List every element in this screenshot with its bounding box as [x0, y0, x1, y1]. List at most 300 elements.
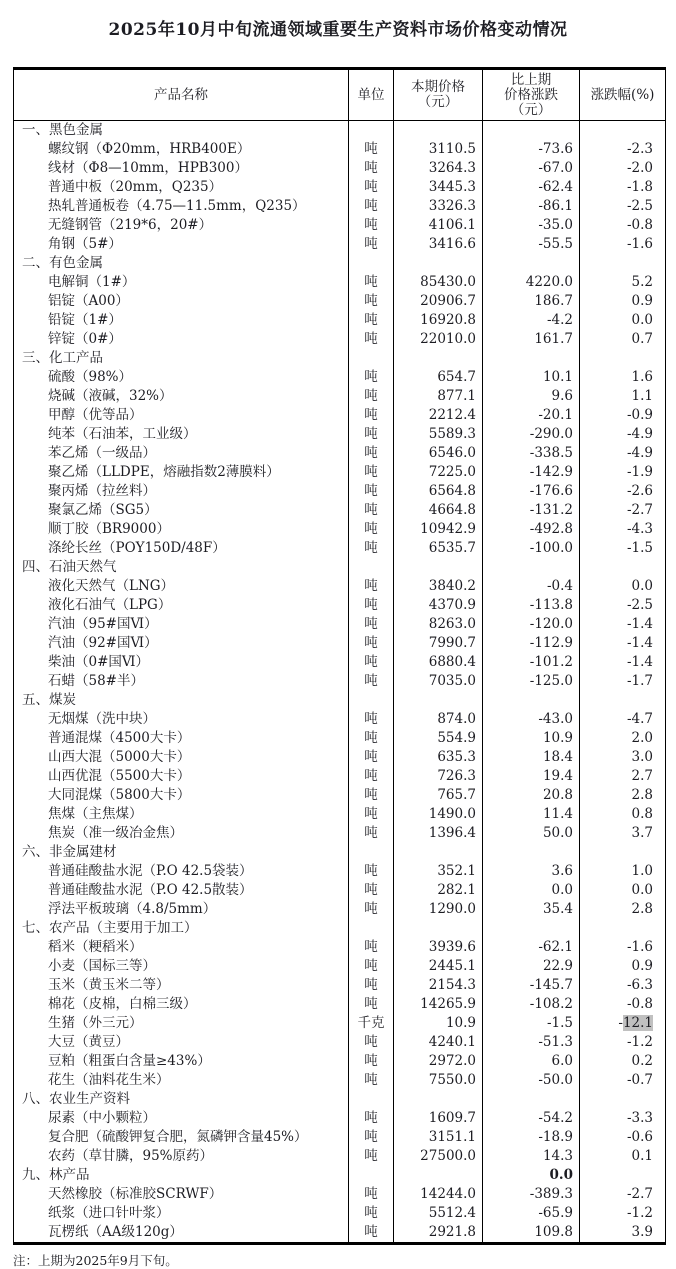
table-row: [14, 140, 666, 159]
pct-cell: -1.9: [580, 463, 666, 482]
table-row: [14, 501, 666, 520]
table-row: [14, 1014, 666, 1033]
price-cell: 10.9: [394, 1014, 483, 1033]
unit-cell: [349, 349, 394, 368]
product-name-cell: 稻米（粳稻米）: [14, 938, 349, 957]
unit-cell: 吨: [349, 1204, 394, 1223]
table-body: [14, 121, 666, 1244]
section-row: [14, 121, 666, 141]
pct-cell: -4.9: [580, 425, 666, 444]
change-cell: -101.2: [483, 653, 580, 672]
unit-cell: 吨: [349, 596, 394, 615]
change-cell: 0.0: [483, 881, 580, 900]
price-cell: 6535.7: [394, 539, 483, 558]
unit-cell: 吨: [349, 900, 394, 919]
change-cell: -142.9: [483, 463, 580, 482]
table-row: [14, 406, 666, 425]
header-price-change: [483, 69, 580, 121]
table-row: [14, 1185, 666, 1204]
table-row: [14, 216, 666, 235]
change-cell: -113.8: [483, 596, 580, 615]
table-row: [14, 805, 666, 824]
price-cell: 5512.4: [394, 1204, 483, 1223]
price-cell: 3840.2: [394, 577, 483, 596]
unit-cell: [349, 121, 394, 141]
pct-cell: -1.8: [580, 178, 666, 197]
price-cell: [394, 121, 483, 141]
unit-cell: 吨: [349, 615, 394, 634]
pct-cell: 0.8: [580, 805, 666, 824]
header-current-price: [394, 69, 483, 121]
product-name-cell: 角钢（5#）: [14, 235, 349, 254]
table-row: [14, 957, 666, 976]
unit-cell: 吨: [349, 1052, 394, 1071]
unit-cell: 吨: [349, 710, 394, 729]
section-label: 二、有色金属: [14, 254, 349, 273]
product-name-cell: 花生（油料花生米）: [14, 1071, 349, 1090]
product-name-cell: 玉米（黄玉米二等）: [14, 976, 349, 995]
table-row: [14, 539, 666, 558]
change-cell: 19.4: [483, 767, 580, 786]
pct-cell: -6.3: [580, 976, 666, 995]
unit-cell: 吨: [349, 767, 394, 786]
product-name-cell: 瓦楞纸（AA级120g）: [14, 1223, 349, 1244]
product-name-cell: 汽油（92#国Ⅵ）: [14, 634, 349, 653]
change-cell: 50.0: [483, 824, 580, 843]
header-product-name-label: 产品名称: [154, 86, 208, 103]
unit-cell: 吨: [349, 1033, 394, 1052]
price-cell: 2972.0: [394, 1052, 483, 1071]
price-cell: 7225.0: [394, 463, 483, 482]
change-cell: 186.7: [483, 292, 580, 311]
product-name-cell: 液化天然气（LNG）: [14, 577, 349, 596]
unit-cell: [349, 843, 394, 862]
product-name-cell: 无缝钢管（219*6，20#）: [14, 216, 349, 235]
pct-cell: -2.5: [580, 197, 666, 216]
price-cell: [394, 1166, 483, 1185]
price-cell: 2921.8: [394, 1223, 483, 1244]
pct-cell: 0.0: [580, 577, 666, 596]
change-cell: -65.9: [483, 1204, 580, 1223]
product-name-cell: 汽油（95#国Ⅵ）: [14, 615, 349, 634]
price-cell: 2445.1: [394, 957, 483, 976]
table-row: [14, 748, 666, 767]
change-cell: -51.3: [483, 1033, 580, 1052]
change-cell: 11.4: [483, 805, 580, 824]
price-cell: 3110.5: [394, 140, 483, 159]
unit-cell: 吨: [349, 292, 394, 311]
table-row: [14, 710, 666, 729]
price-cell: 4240.1: [394, 1033, 483, 1052]
table-row: [14, 938, 666, 957]
unit-cell: 吨: [349, 653, 394, 672]
change-cell: -20.1: [483, 406, 580, 425]
unit-cell: 吨: [349, 1128, 394, 1147]
unit-cell: 吨: [349, 444, 394, 463]
change-cell: -389.3: [483, 1185, 580, 1204]
price-cell: 7990.7: [394, 634, 483, 653]
section-label: 四、石油天然气: [14, 558, 349, 577]
unit-cell: 吨: [349, 957, 394, 976]
price-cell: 22010.0: [394, 330, 483, 349]
header-change-percent-label: 涨跌幅(%): [590, 86, 655, 103]
price-cell: 726.3: [394, 767, 483, 786]
section-label: 三、化工产品: [14, 349, 349, 368]
pct-cell: 0.0: [580, 311, 666, 330]
table-header: [14, 69, 666, 121]
change-cell: [483, 919, 580, 938]
pct-cell: -1.6: [580, 938, 666, 957]
price-cell: [394, 558, 483, 577]
change-cell: -54.2: [483, 1109, 580, 1128]
price-cell: [394, 1090, 483, 1109]
unit-cell: 吨: [349, 805, 394, 824]
header-unit-label: 单位: [357, 86, 385, 103]
change-cell: -43.0: [483, 710, 580, 729]
pct-cell: [580, 121, 666, 141]
change-cell: 0.0: [483, 1166, 580, 1185]
unit-cell: 吨: [349, 311, 394, 330]
pct-cell: -0.8: [580, 216, 666, 235]
unit-cell: 吨: [349, 273, 394, 292]
product-name-cell: 锌锭（0#）: [14, 330, 349, 349]
change-cell: [483, 349, 580, 368]
change-cell: -55.5: [483, 235, 580, 254]
section-label: 五、煤炭: [14, 691, 349, 710]
price-cell: 14265.9: [394, 995, 483, 1014]
unit-cell: 吨: [349, 501, 394, 520]
product-name-cell: 柴油（0#国Ⅵ）: [14, 653, 349, 672]
price-cell: 7035.0: [394, 672, 483, 691]
change-cell: -50.0: [483, 1071, 580, 1090]
change-cell: -145.7: [483, 976, 580, 995]
price-cell: 3326.3: [394, 197, 483, 216]
table-row: [14, 862, 666, 881]
header-current-price-line2: （元）: [417, 94, 459, 110]
change-cell: 10.1: [483, 368, 580, 387]
pct-cell: 1.1: [580, 387, 666, 406]
price-cell: [394, 919, 483, 938]
product-name-cell: 无烟煤（洗中块）: [14, 710, 349, 729]
change-cell: -131.2: [483, 501, 580, 520]
unit-cell: [349, 919, 394, 938]
product-name-cell: 普通中板（20mm，Q235）: [14, 178, 349, 197]
pct-cell: 5.2: [580, 273, 666, 292]
unit-cell: 吨: [349, 577, 394, 596]
unit-cell: 吨: [349, 368, 394, 387]
unit-cell: 千克: [349, 1014, 394, 1033]
product-name-cell: 顺丁胶（BR9000）: [14, 520, 349, 539]
product-name-cell: 焦炭（准一级冶金焦）: [14, 824, 349, 843]
change-cell: [483, 691, 580, 710]
change-cell: -100.0: [483, 539, 580, 558]
header-price-change-line2: 价格涨跌: [504, 86, 558, 103]
price-cell: 7550.0: [394, 1071, 483, 1090]
change-cell: [483, 558, 580, 577]
change-cell: -4.2: [483, 311, 580, 330]
pct-cell: 0.0: [580, 881, 666, 900]
product-name-cell: 聚丙烯（拉丝料）: [14, 482, 349, 501]
unit-cell: 吨: [349, 235, 394, 254]
pct-cell: -1.4: [580, 615, 666, 634]
product-name-cell: 电解铜（1#）: [14, 273, 349, 292]
price-cell: 3416.6: [394, 235, 483, 254]
price-cell: 85430.0: [394, 273, 483, 292]
table-row: [14, 273, 666, 292]
table-row: [14, 178, 666, 197]
price-cell: 6564.8: [394, 482, 483, 501]
product-name-cell: 焦煤（主焦煤）: [14, 805, 349, 824]
product-name-cell: 石蜡（58#半）: [14, 672, 349, 691]
pct-cell: [580, 1090, 666, 1109]
table-row: [14, 900, 666, 919]
section-label: 九、林产品: [14, 1166, 349, 1185]
price-cell: 3264.3: [394, 159, 483, 178]
product-name-cell: 生猪（外三元）: [14, 1014, 349, 1033]
product-name-cell: 苯乙烯（一级品）: [14, 444, 349, 463]
unit-cell: 吨: [349, 938, 394, 957]
price-cell: [394, 691, 483, 710]
pct-cell: -1.2: [580, 1033, 666, 1052]
table-row: [14, 729, 666, 748]
table-row: [14, 596, 666, 615]
unit-cell: 吨: [349, 672, 394, 691]
product-name-cell: 浮法平板玻璃（4.8/5mm）: [14, 900, 349, 919]
change-cell: -120.0: [483, 615, 580, 634]
table-row: [14, 577, 666, 596]
table-row: [14, 995, 666, 1014]
change-cell: -0.4: [483, 577, 580, 596]
change-cell: 4220.0: [483, 273, 580, 292]
price-cell: 8263.0: [394, 615, 483, 634]
table-row: [14, 292, 666, 311]
table-row: [14, 425, 666, 444]
product-name-cell: 天然橡胶（标准胶SCRWF）: [14, 1185, 349, 1204]
table-row: [14, 1052, 666, 1071]
product-name-cell: 聚氯乙烯（SG5）: [14, 501, 349, 520]
unit-cell: 吨: [349, 159, 394, 178]
price-cell: 4106.1: [394, 216, 483, 235]
pct-cell: 0.9: [580, 292, 666, 311]
price-table: [13, 67, 666, 1245]
unit-cell: 吨: [349, 1071, 394, 1090]
change-cell: [483, 254, 580, 273]
pct-cell: [580, 254, 666, 273]
pct-cell: -2.7: [580, 501, 666, 520]
table-row: [14, 615, 666, 634]
price-cell: 635.3: [394, 748, 483, 767]
unit-cell: 吨: [349, 406, 394, 425]
pct-cell: -4.7: [580, 710, 666, 729]
section-label: 八、农业生产资料: [14, 1090, 349, 1109]
price-cell: 2212.4: [394, 406, 483, 425]
unit-cell: [349, 558, 394, 577]
unit-cell: 吨: [349, 482, 394, 501]
pct-cell: -1.2: [580, 1204, 666, 1223]
price-cell: [394, 254, 483, 273]
pct-cell: 1.6: [580, 368, 666, 387]
section-row: [14, 691, 666, 710]
product-name-cell: 甲醇（优等品）: [14, 406, 349, 425]
unit-cell: [349, 1166, 394, 1185]
change-cell: -125.0: [483, 672, 580, 691]
price-cell: 1290.0: [394, 900, 483, 919]
change-cell: 35.4: [483, 900, 580, 919]
table-row: [14, 1071, 666, 1090]
product-name-cell: 纸浆（进口针叶浆）: [14, 1204, 349, 1223]
change-cell: -18.9: [483, 1128, 580, 1147]
change-cell: -73.6: [483, 140, 580, 159]
pct-cell: -1.5: [580, 539, 666, 558]
unit-cell: 吨: [349, 881, 394, 900]
table-row: [14, 520, 666, 539]
product-name-cell: 山西大混（5000大卡）: [14, 748, 349, 767]
table-row: [14, 634, 666, 653]
change-cell: -290.0: [483, 425, 580, 444]
unit-cell: [349, 1090, 394, 1109]
section-row: [14, 1166, 666, 1185]
price-cell: 1609.7: [394, 1109, 483, 1128]
pct-cell: -2.0: [580, 159, 666, 178]
pct-cell: 0.1: [580, 1147, 666, 1166]
product-name-cell: 小麦（国标三等）: [14, 957, 349, 976]
pct-cell: -12.1: [580, 1014, 666, 1033]
price-cell: 765.7: [394, 786, 483, 805]
product-name-cell: 普通硅酸盐水泥（P.O 42.5散装）: [14, 881, 349, 900]
pct-cell: -4.9: [580, 444, 666, 463]
pct-cell: 2.0: [580, 729, 666, 748]
table-row: [14, 1033, 666, 1052]
unit-cell: 吨: [349, 1109, 394, 1128]
pct-cell: 0.9: [580, 957, 666, 976]
pct-cell: 2.8: [580, 786, 666, 805]
pct-cell: -2.7: [580, 1185, 666, 1204]
table-row: [14, 197, 666, 216]
price-cell: 3151.1: [394, 1128, 483, 1147]
unit-cell: 吨: [349, 520, 394, 539]
price-cell: [394, 349, 483, 368]
unit-cell: 吨: [349, 387, 394, 406]
pct-cell: 3.7: [580, 824, 666, 843]
pct-cell: [580, 919, 666, 938]
pct-cell: 2.8: [580, 900, 666, 919]
change-cell: [483, 1090, 580, 1109]
table-row: [14, 881, 666, 900]
unit-cell: 吨: [349, 216, 394, 235]
product-name-cell: 热轧普通板卷（4.75—11.5mm，Q235）: [14, 197, 349, 216]
pct-cell: -3.3: [580, 1109, 666, 1128]
table-row: [14, 1109, 666, 1128]
product-name-cell: 纯苯（石油苯，工业级）: [14, 425, 349, 444]
product-name-cell: 山西优混（5500大卡）: [14, 767, 349, 786]
pct-cell: -2.5: [580, 596, 666, 615]
change-cell: 20.8: [483, 786, 580, 805]
pct-cell: 2.7: [580, 767, 666, 786]
product-name-cell: 线材（Φ8—10mm，HPB300）: [14, 159, 349, 178]
unit-cell: 吨: [349, 1185, 394, 1204]
header-current-price-line1: 本期价格: [411, 79, 465, 95]
section-row: [14, 919, 666, 938]
pct-cell: 0.7: [580, 330, 666, 349]
price-cell: 3445.3: [394, 178, 483, 197]
unit-cell: 吨: [349, 995, 394, 1014]
unit-cell: 吨: [349, 330, 394, 349]
price-cell: 10942.9: [394, 520, 483, 539]
pct-cell: [580, 691, 666, 710]
price-cell: 2154.3: [394, 976, 483, 995]
unit-cell: 吨: [349, 862, 394, 881]
section-label: 一、黑色金属: [14, 121, 349, 141]
header-row: [14, 69, 666, 121]
unit-cell: 吨: [349, 1147, 394, 1166]
unit-cell: 吨: [349, 634, 394, 653]
header-price-change-line1: 比上期: [510, 71, 552, 88]
change-cell: 22.9: [483, 957, 580, 976]
unit-cell: 吨: [349, 729, 394, 748]
price-cell: 352.1: [394, 862, 483, 881]
section-row: [14, 1090, 666, 1109]
pct-cell: -2.3: [580, 140, 666, 159]
table-row: [14, 976, 666, 995]
unit-cell: 吨: [349, 976, 394, 995]
change-cell: 9.6: [483, 387, 580, 406]
pct-cell: [580, 843, 666, 862]
change-cell: 6.0: [483, 1052, 580, 1071]
change-cell: -176.6: [483, 482, 580, 501]
product-name-cell: 螺纹钢（Φ20mm，HRB400E）: [14, 140, 349, 159]
table-row: [14, 311, 666, 330]
price-cell: 14244.0: [394, 1185, 483, 1204]
table-row: [14, 482, 666, 501]
product-name-cell: 大同混煤（5800大卡）: [14, 786, 349, 805]
product-name-cell: 普通硅酸盐水泥（P.O 42.5袋装）: [14, 862, 349, 881]
product-name-cell: 铝锭（A00）: [14, 292, 349, 311]
pct-cell: -0.9: [580, 406, 666, 425]
unit-cell: [349, 691, 394, 710]
price-cell: [394, 843, 483, 862]
section-label: 七、农产品（主要用于加工）: [14, 919, 349, 938]
price-cell: 4370.9: [394, 596, 483, 615]
change-cell: 18.4: [483, 748, 580, 767]
change-cell: [483, 121, 580, 141]
change-cell: 3.6: [483, 862, 580, 881]
pct-cell: 3.0: [580, 748, 666, 767]
table-row: [14, 786, 666, 805]
table-row: [14, 1147, 666, 1166]
header-unit: [349, 69, 394, 121]
unit-cell: 吨: [349, 197, 394, 216]
header-price-change-line3: （元）: [510, 101, 552, 118]
change-cell: 14.3: [483, 1147, 580, 1166]
pct-cell: [580, 349, 666, 368]
price-cell: 16920.8: [394, 311, 483, 330]
highlighted-text: 12.1: [622, 1015, 653, 1031]
product-name-cell: 硫酸（98%）: [14, 368, 349, 387]
table-row: [14, 330, 666, 349]
footnote: 注：上期为2025年9月下旬。: [13, 1253, 178, 1268]
unit-cell: 吨: [349, 786, 394, 805]
price-cell: 6880.4: [394, 653, 483, 672]
page-title: 2025年10月中旬流通领域重要生产资料市场价格变动情况: [108, 20, 568, 40]
pct-cell: [580, 558, 666, 577]
change-cell: -1.5: [483, 1014, 580, 1033]
pct-cell: -1.7: [580, 672, 666, 691]
pct-cell: -4.3: [580, 520, 666, 539]
product-name-cell: 涤纶长丝（POY150D/48F）: [14, 539, 349, 558]
table-row: [14, 444, 666, 463]
price-cell: 6546.0: [394, 444, 483, 463]
header-product-name: [14, 69, 349, 121]
